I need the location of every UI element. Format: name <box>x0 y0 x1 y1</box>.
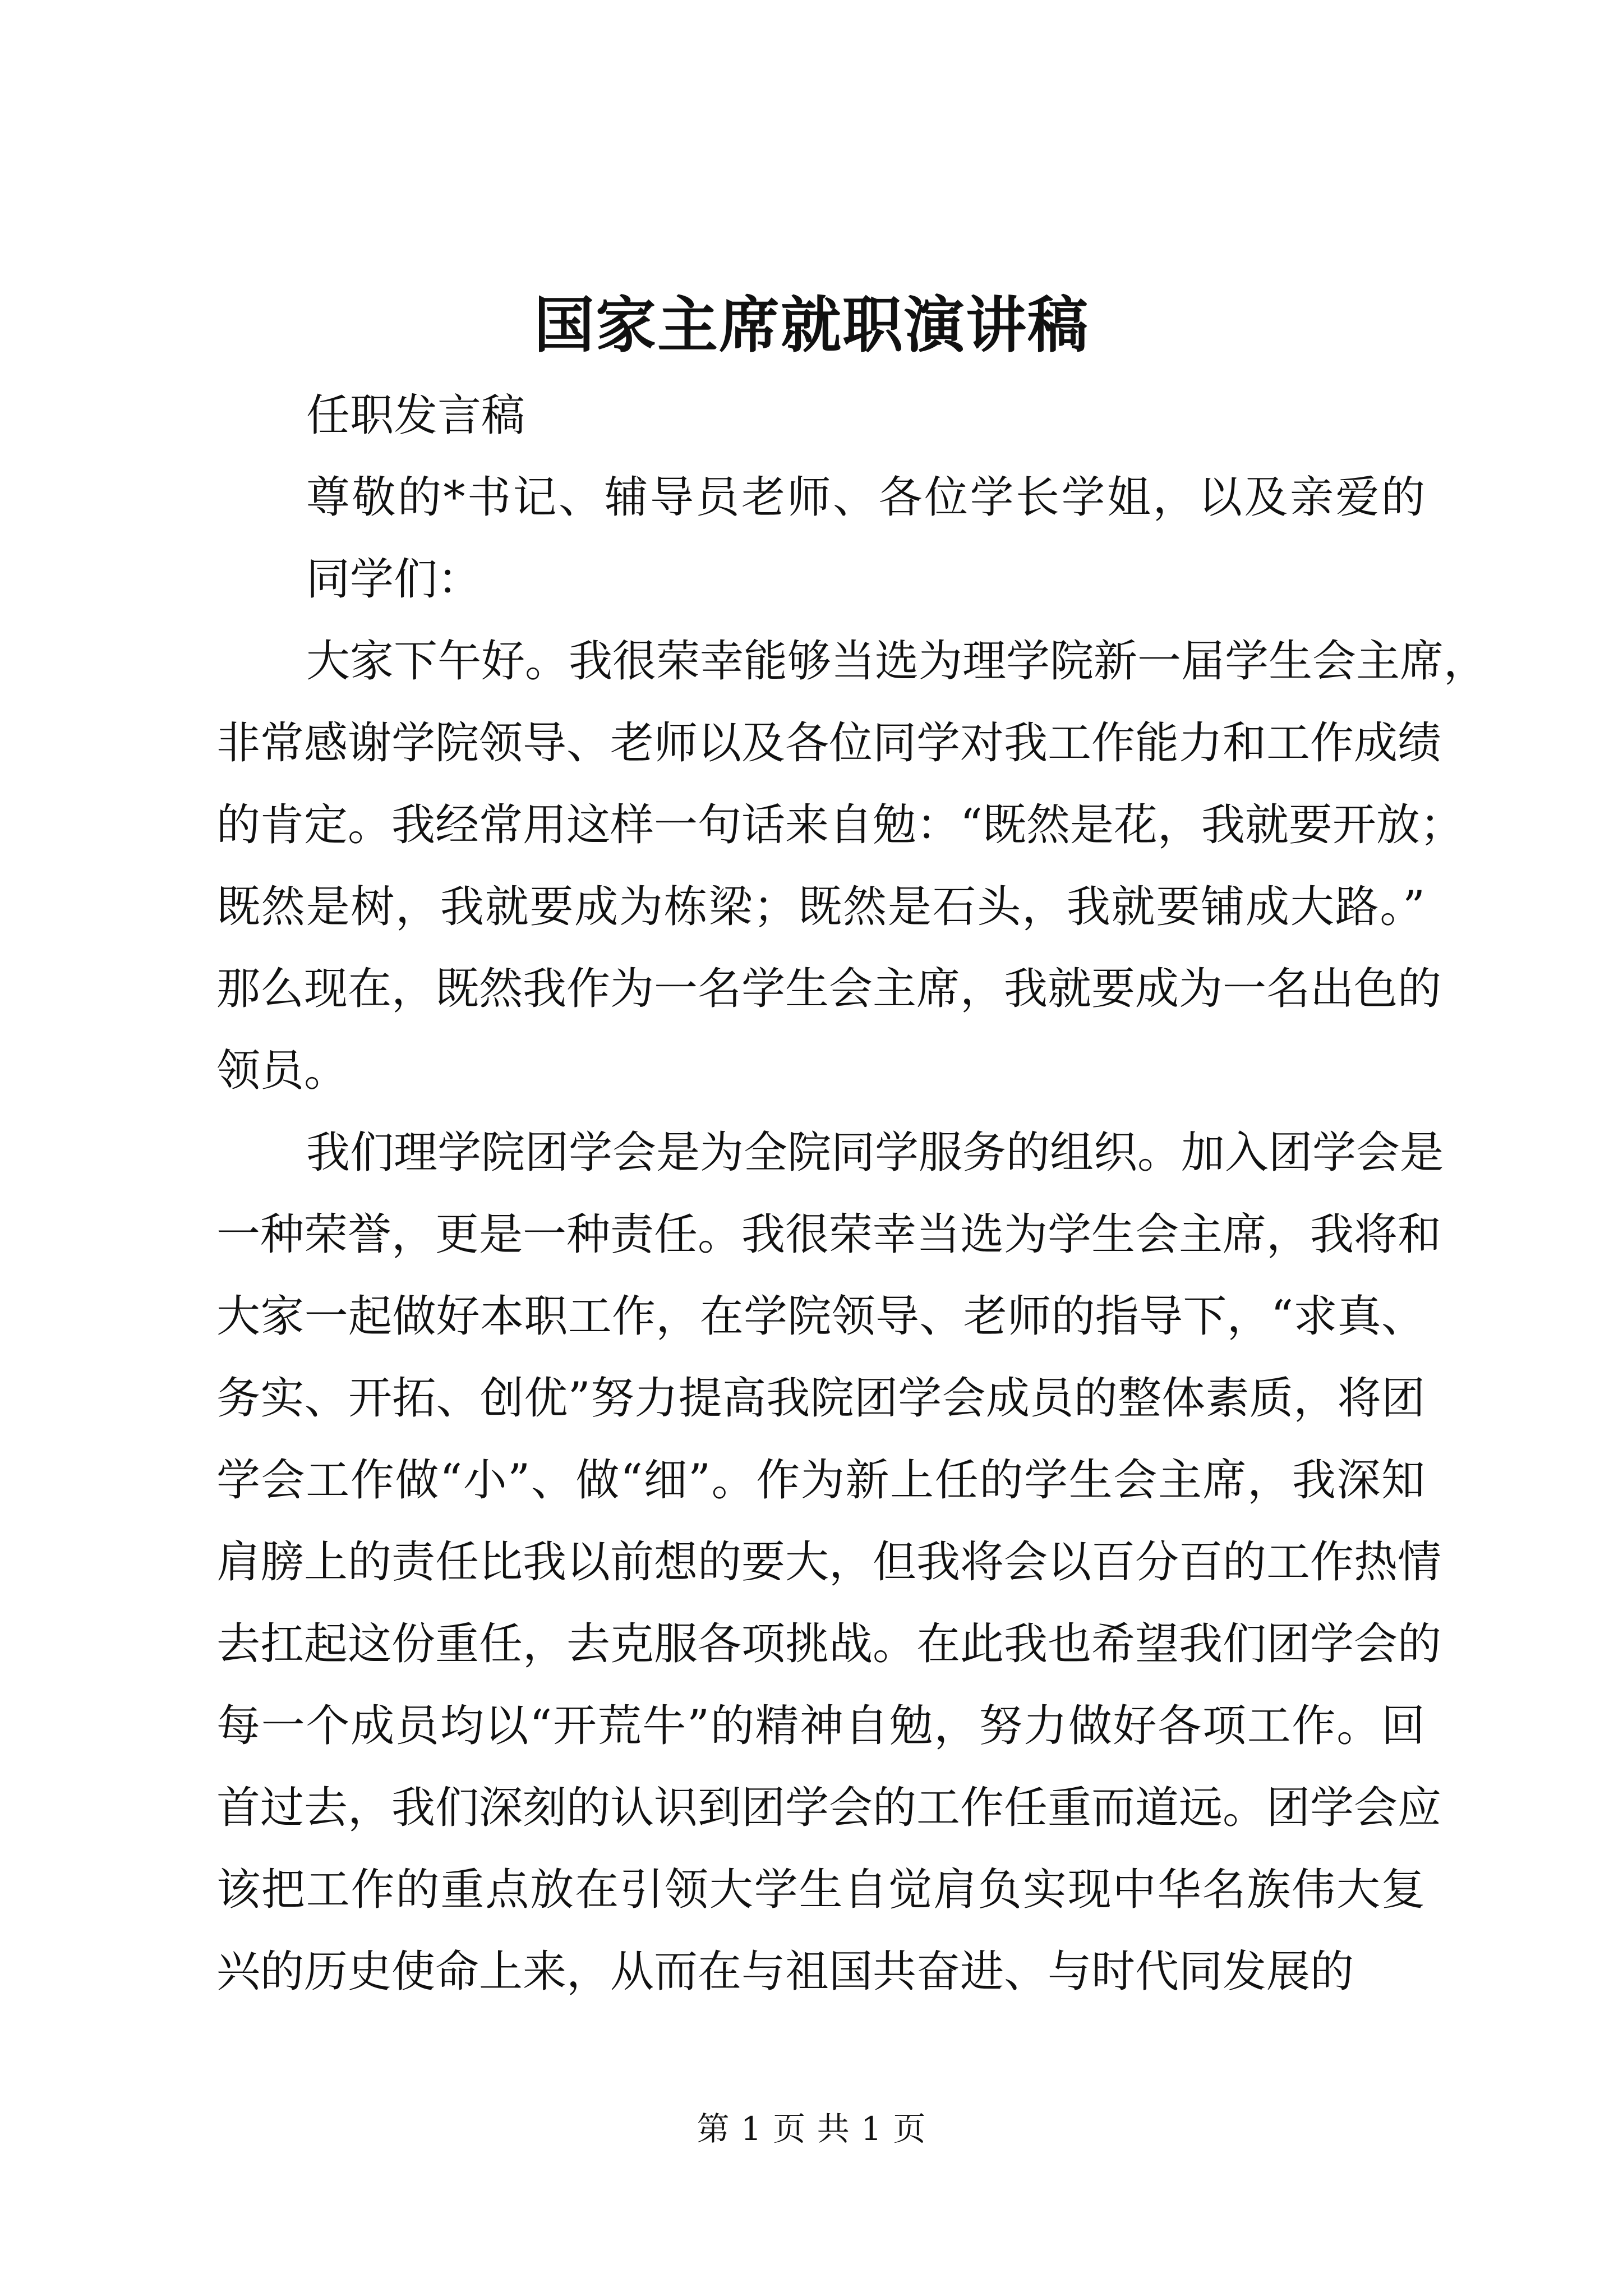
paragraph-line: 学会工作做“小”、做“细”。作为新上任的学生会主席，我深知 <box>216 1455 1425 1506</box>
paragraph-line: 领员。 <box>216 1046 348 1096</box>
paragraph-line: 我们理学院团学会是为全院同学服务的组织。加入团学会是 <box>306 1128 1444 1178</box>
paragraph-line: 该把工作的重点放在引领大学生自觉肩负实现中华名族伟大复 <box>216 1865 1425 1915</box>
paragraph-line: 兴的历史使命上来，从而在与祖国共奋进、与时代同发展的 <box>216 1947 1354 1997</box>
page-number-footer: 第 1 页 共 1 页 <box>697 2110 926 2148</box>
paragraph-line: 一种荣誉，更是一种责任。我很荣幸当选为学生会主席，我将和 <box>216 1209 1442 1260</box>
paragraph-line: 非常感谢学院领导、老师以及各位同学对我工作能力和工作成绩 <box>216 718 1442 769</box>
document-body <box>216 375 1488 2013</box>
salutation-line: 同学们： <box>306 554 482 605</box>
paragraph-line: 大家下午好。我很荣幸能够当选为理学院新一届学生会主席， <box>306 636 1488 687</box>
document-title: 国家主席就职演讲稿 <box>533 290 1089 361</box>
paragraph-line: 每一个成员均以“开荒牛”的精神自勉，努力做好各项工作。回 <box>216 1701 1425 1751</box>
paragraph-line: 去扛起这份重任，去克服各项挑战。在此我也希望我们团学会的 <box>216 1619 1442 1669</box>
salutation-line: 尊敬的*书记、辅导员老师、各位学长学姐，以及亲爱的 <box>306 472 1425 523</box>
paragraph-line: 的肯定。我经常用这样一句话来自勉：“既然是花，我就要开放； <box>216 800 1464 850</box>
paragraph-line: 那么现在，既然我作为一名学生会主席，我就要成为一名出色的 <box>216 964 1442 1014</box>
paragraph-line: 肩膀上的责任比我以前想的要大，但我将会以百分百的工作热情 <box>216 1537 1442 1588</box>
paragraph-line: 大家一起做好本职工作，在学院领导、老师的指导下，“求真、 <box>216 1291 1425 1342</box>
paragraph-line: 首过去，我们深刻的认识到团学会的工作任重而道远。团学会应 <box>216 1783 1442 1833</box>
subtitle-line: 任职发言稿 <box>306 390 525 441</box>
paragraph-line: 务实、开拓、创优”努力提高我院团学会成员的整体素质，将团 <box>216 1373 1425 1424</box>
paragraph-line: 既然是树，我就要成为栋梁；既然是石头，我就要铺成大路。” <box>216 882 1425 932</box>
